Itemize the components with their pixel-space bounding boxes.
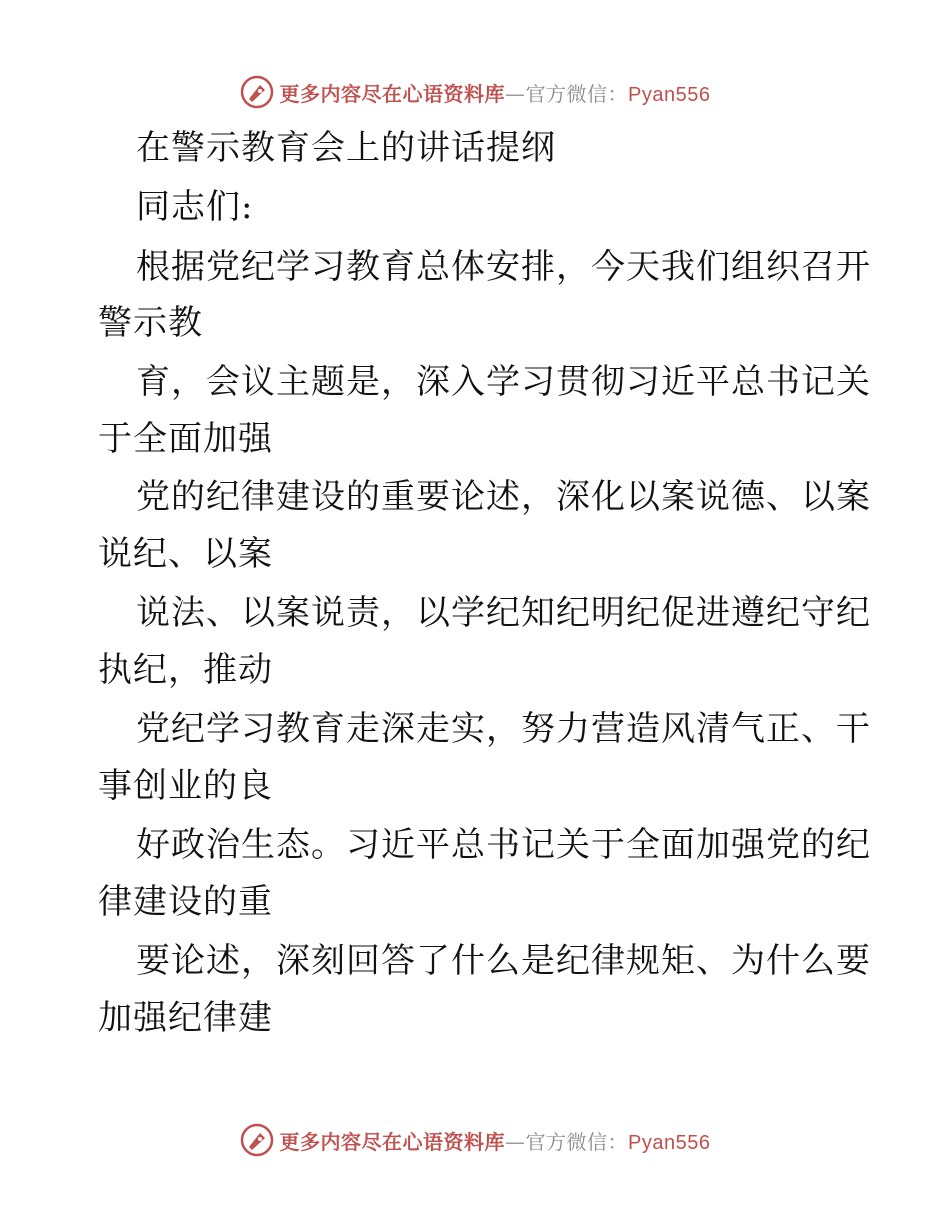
body-line: 要论述，深刻回答了什么是纪律规矩、为什么要 [136, 941, 871, 981]
watermark-separator: — [505, 81, 526, 106]
watermark-main-text: 更多内容尽在心语资料库 [279, 1129, 506, 1154]
body-line: 于全面加强 [98, 419, 273, 459]
body-line: 根据党纪学习教育总体安排，今天我们组织召开 [136, 247, 871, 287]
watermark-main-text: 更多内容尽在心语资料库 [279, 81, 506, 106]
watermark-label: 官方微信： [525, 1129, 629, 1154]
body-line: 律建设的重 [98, 882, 273, 922]
watermark-separator: — [505, 1129, 526, 1154]
document-title: 在警示教育会上的讲话提纲 [136, 128, 556, 168]
body-line: 执纪，推动 [98, 650, 273, 690]
watermark-wechat-id: Pyan556 [628, 1131, 711, 1154]
body-line: 好政治生态。习近平总书记关于全面加强党的纪 [136, 825, 871, 865]
body-line: 说法、以案说责，以学纪知纪明纪促进遵纪守纪 [136, 593, 871, 633]
pen-nib-logo-icon [240, 75, 274, 109]
body-line: 育，会议主题是，深入学习贯彻习近平总书记关 [136, 362, 871, 402]
body-line: 加强纪律建 [98, 998, 273, 1038]
body-line: 党纪学习教育走深走实，努力营造风清气正、干 [136, 709, 871, 749]
pen-nib-logo-icon [240, 1123, 274, 1157]
salutation: 同志们: [136, 187, 254, 227]
body-line: 党的纪律建设的重要论述，深化以案说德、以案 [136, 477, 871, 517]
body-line: 说纪、以案 [98, 534, 273, 574]
footer-watermark [0, 1120, 950, 1160]
body-line: 事创业的良 [98, 766, 273, 806]
body-line: 警示教 [98, 303, 203, 343]
watermark-label: 官方微信： [525, 81, 629, 106]
header-watermark [0, 72, 950, 112]
watermark-wechat-id: Pyan556 [628, 83, 711, 106]
